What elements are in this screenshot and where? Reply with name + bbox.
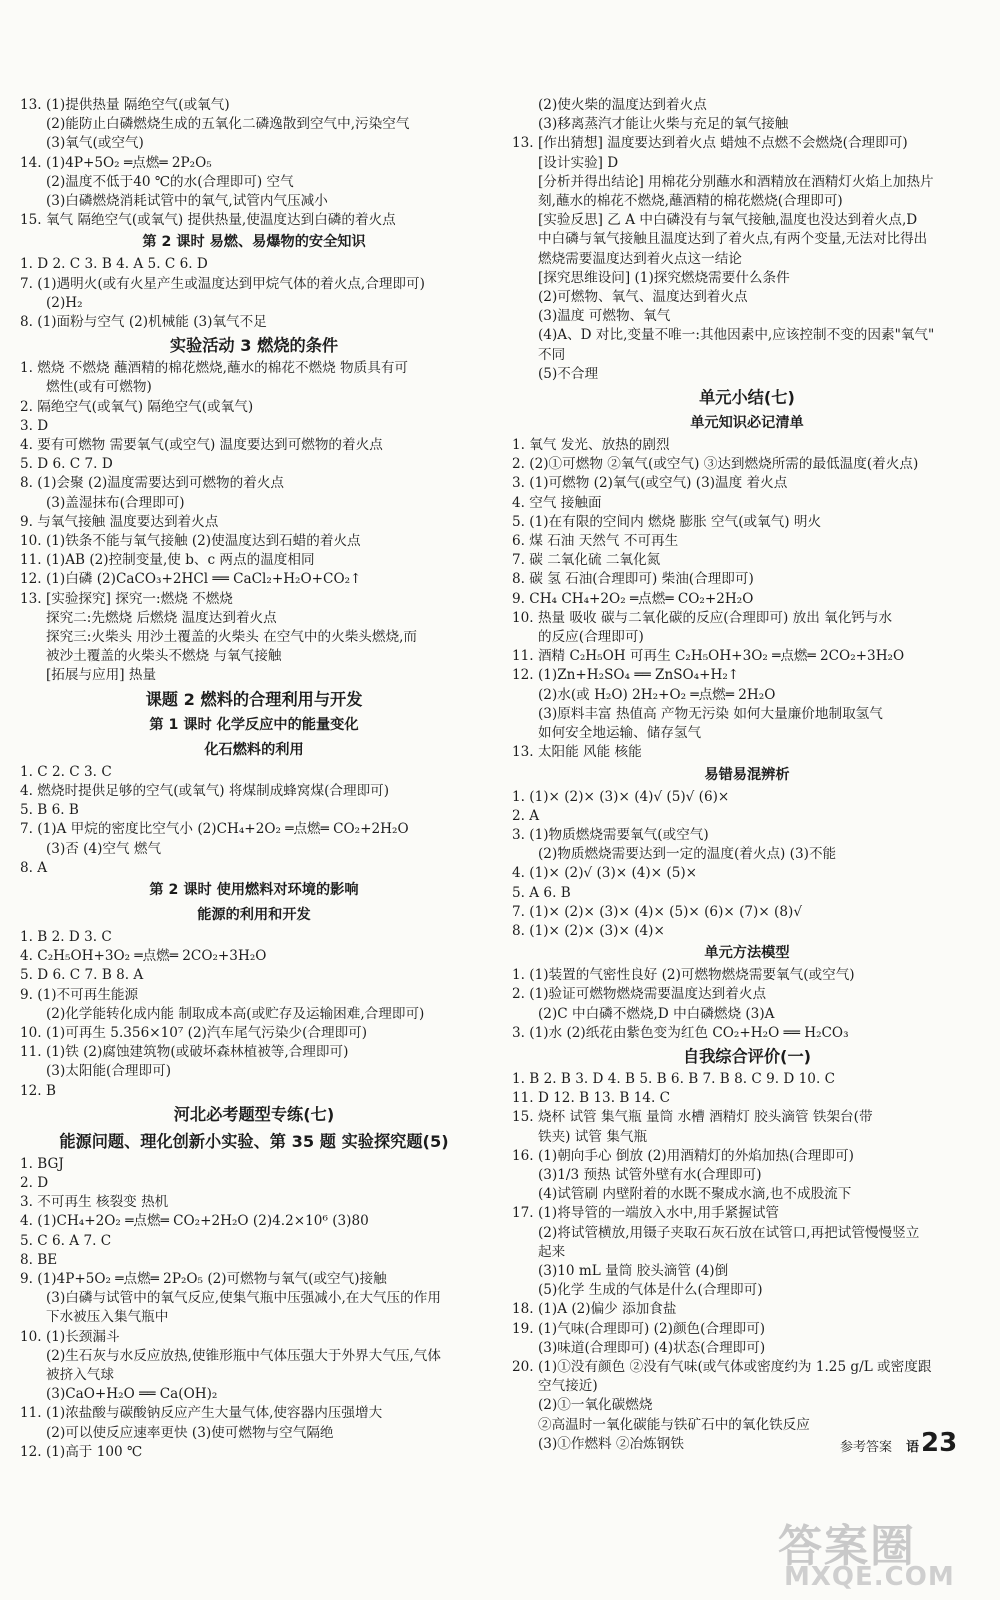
- answer-line: 17. (1)将导管的一端放入水中,用手紧握试管: [512, 1205, 780, 1222]
- answer-line: 8. (1)× (2)× (3)× (4)×: [512, 922, 665, 939]
- answer-line: 探究三:火柴头 用沙土覆盖的火柴头 在空气中的火柴头燃烧,而: [46, 629, 417, 646]
- answer-line: (3)1/3 预热 试管外壁有水(合理即可): [538, 1166, 762, 1183]
- answer-line: 1. (1)装置的气密性良好 (2)可燃物燃烧需要氧气(或空气): [512, 967, 855, 984]
- answer-line: 铁夹) 试管 集气瓶: [538, 1128, 648, 1145]
- answer-line: 1. BGJ: [20, 1155, 64, 1172]
- answer-line: 10. (1)可再生 5.356×10⁷ (2)汽车尾气污染少(合理即可): [20, 1024, 368, 1041]
- answer-line: ②高温时一氧化碳能与铁矿石中的氧化铁反应: [538, 1416, 810, 1433]
- answer-line: 4. 燃烧时提供足够的空气(或氧气) 将煤制成蜂窝煤(合理即可): [20, 782, 390, 799]
- answer-line: (4)A、D 对比,变量不唯一:其他因素中,应该控制不变的因素"氧气": [538, 327, 935, 344]
- answer-line: (3)温度 可燃物、氧气: [538, 308, 671, 325]
- answer-line: 5. D 6. C 7. D: [20, 456, 113, 473]
- section-heading: 实验活动 3 燃烧的条件: [169, 336, 339, 356]
- answer-line: [实验反思] 乙 A 中白磷没有与氧气接触,温度也没达到着火点,D: [538, 212, 918, 229]
- answer-line: 8. (1)会聚 (2)温度需要达到可燃物的着火点: [20, 475, 285, 492]
- answer-line: 12. (1)高于 100 ℃: [20, 1443, 143, 1460]
- answer-line: (2)生石灰与水反应放热,使锥形瓶中气体压强大于外界大气压,气体: [46, 1347, 441, 1364]
- answer-line: 起来: [538, 1243, 566, 1260]
- answer-line: 9. 与氧气接触 温度要达到着火点: [20, 513, 219, 530]
- answer-line: 13. 太阳能 风能 核能: [512, 744, 642, 761]
- answer-line: 1. (1)× (2)× (3)× (4)√ (5)√ (6)×: [512, 788, 730, 805]
- answer-line: (2)化学能转化成内能 制取成本高(或贮存及运输困难,合理即可): [46, 1005, 425, 1022]
- answer-line: (3)味道(合理即可) (4)状态(合理即可): [538, 1339, 766, 1356]
- section-heading: 易错易混辨析: [704, 766, 790, 783]
- answer-line: 7. 碳 二氧化硫 二氧化氮: [512, 552, 661, 569]
- answer-line: 1. 氧气 发光、放热的剧烈: [512, 437, 670, 454]
- answer-line: 9. (1)不可再生能源: [20, 986, 139, 1003]
- answer-line: (3)氧气(或空气): [46, 135, 144, 152]
- answer-line: 下水被压入集气瓶中: [46, 1309, 169, 1326]
- answer-line: (5)不合理: [538, 365, 599, 382]
- answer-line: 13. [作出猜想] 温度要达到着火点 蜡烛不点燃不会燃烧(合理即可): [512, 135, 908, 152]
- section-heading: 化石燃料的利用: [204, 741, 304, 758]
- answer-line: 2. 隔绝空气(或氧气) 隔绝空气(或氧气): [20, 398, 254, 415]
- answer-line: (2)①一氧化碳燃烧: [538, 1397, 653, 1414]
- answer-line: 8. A: [20, 859, 48, 876]
- answer-line: (3)CaO+H₂O ══ Ca(OH)₂: [46, 1386, 218, 1403]
- answer-line: 11. (1)AB (2)控制变量,使 b、c 两点的温度相同: [20, 552, 315, 569]
- answer-line: 10. (1)长颈漏斗: [20, 1328, 120, 1345]
- answer-line: 不同: [538, 346, 566, 363]
- section-heading: 第 1 课时 化学反应中的能量变化: [149, 716, 359, 733]
- answer-line: 1. B 2. B 3. D 4. B 5. B 6. B 7. B 8. C 9. D 10. C: [512, 1070, 835, 1087]
- right-answer-column: [512, 96, 982, 1454]
- answer-line: 11. (1)铁 (2)腐蚀建筑物(或破坏森林植被等,合理即可): [20, 1044, 349, 1061]
- answer-line: (3)盖湿抹布(合理即可): [46, 494, 185, 511]
- answer-line: 燃烧需要温度达到着火点这一结论: [538, 250, 742, 267]
- answer-line: 4. 空气 接触面: [512, 494, 602, 511]
- answer-line: 5. C 6. A 7. C: [20, 1232, 112, 1249]
- footer-label: 参考答案: [840, 1440, 893, 1455]
- answer-line: 13. [实验探究] 探究一:燃烧 不燃烧: [20, 590, 233, 607]
- answer-line: 9. CH₄ CH₄+2O₂ ═点燃═ CO₂+2H₂O: [512, 590, 754, 607]
- answer-line: (2)物质燃烧需要达到一定的温度(着火点) (3)不能: [538, 846, 837, 863]
- answer-line: (3)移离蒸汽才能让火柴与充足的氧气接触: [538, 116, 789, 133]
- answer-line: (4)试管刷 内壁附着的水既不聚成水滴,也不成股流下: [538, 1186, 852, 1203]
- answer-line: 10. (1)铁条不能与氧气接触 (2)使温度达到石蜡的着火点: [20, 533, 361, 550]
- answer-line: 18. (1)A (2)偏少 添加食盐: [512, 1301, 677, 1318]
- answer-line: 3. (1)水 (2)纸花由紫色变为红色 CO₂+H₂O ══ H₂CO₃: [512, 1024, 849, 1041]
- answer-line: 被沙土覆盖的火柴头不燃烧 与氧气接触: [46, 648, 282, 665]
- answer-line: 11. (1)浓盐酸与碳酸钠反应产生大量气体,使容器内压强增大: [20, 1405, 383, 1422]
- answer-line: 1. C 2. C 3. C: [20, 763, 112, 780]
- section-heading: 能源的利用和开发: [197, 906, 311, 923]
- section-heading: 单元知识必记清单: [690, 415, 804, 432]
- answer-line: (2)可燃物、氧气、温度达到着火点: [538, 289, 748, 306]
- answer-line: 19. (1)气味(合理即可) (2)颜色(合理即可): [512, 1320, 766, 1337]
- answer-line: 被挤入气球: [46, 1366, 114, 1383]
- answer-line: 3. (1)物质燃烧需要氧气(或空气): [512, 826, 709, 843]
- answer-line: 如何安全地运输、储存氢气: [538, 725, 702, 742]
- answer-line: (2)H₂: [46, 294, 83, 311]
- answer-line: 3. D: [20, 417, 49, 434]
- section-heading: 河北必考题型专练(七): [173, 1104, 335, 1124]
- answer-line: 中白磷与氧气接触且温度达到了着火点,有两个变量,无法对比得出: [538, 231, 928, 248]
- answer-line: 2. D: [20, 1174, 49, 1191]
- section-heading: 第 2 课时 易燃、易爆物的安全知识: [142, 234, 366, 251]
- answer-line: 7. (1)× (2)× (3)× (4)× (5)× (6)× (7)× (8)√: [512, 903, 802, 920]
- answer-line: (2)使火柴的温度达到着火点: [538, 97, 707, 113]
- answer-line: 7. (1)A 甲烷的密度比空气小 (2)CH₄+2O₂ ═点燃═ CO₂+2H₂O: [20, 821, 409, 838]
- answer-line: 4. (1)CH₄+2O₂ ═点燃═ CO₂+2H₂O (2)4.2×10⁶ (3)80: [20, 1213, 369, 1230]
- answer-line: 8. BE: [20, 1251, 58, 1268]
- answer-line: 12. (1)白磷 (2)CaCO₃+2HCl ══ CaCl₂+H₂O+CO₂↑: [20, 571, 362, 588]
- answer-line: 10. 热量 吸收 碳与二氧化碳的反应(合理即可) 放出 氧化钙与水: [512, 609, 893, 626]
- answer-line: 5. D 6. C 7. B 8. A: [20, 967, 144, 984]
- answer-line: (2)将试管横放,用镊子夹取石灰石放在试管口,再把试管慢慢竖立: [538, 1224, 920, 1241]
- section-heading: 单元方法模型: [704, 945, 790, 962]
- answer-line: 12. (1)Zn+H₂SO₄ ══ ZnSO₄+H₂↑: [512, 667, 740, 684]
- answer-line: 1. D 2. C 3. B 4. A 5. C 6. D: [20, 256, 208, 273]
- answer-line: (3)10 mL 量筒 胶头滴管 (4)倒: [538, 1262, 729, 1279]
- answer-line: 4. (1)× (2)√ (3)× (4)× (5)×: [512, 865, 698, 882]
- answer-line: 1. B 2. D 3. C: [20, 928, 112, 945]
- page-number: [906, 1428, 957, 1458]
- answer-line: (2)C 中白磷不燃烧,D 中白磷燃烧 (3)A: [538, 1005, 775, 1022]
- answer-line: 15. 氧气 隔绝空气(或氧气) 提供热量,使温度达到白磷的着火点: [20, 212, 396, 229]
- watermark: [778, 1510, 978, 1596]
- answer-line: 15. 烧杯 试管 集气瓶 量筒 水槽 酒精灯 胶头滴管 铁架台(带: [512, 1109, 873, 1126]
- answer-line: (3)太阳能(合理即可): [46, 1063, 172, 1080]
- answer-line: (3)原料丰富 热值高 产物无污染 如何大量廉价地制取氢气: [538, 705, 883, 722]
- answer-line: 2. (1)验证可燃物燃烧需要温度达到着火点: [512, 986, 767, 1003]
- answer-line: 11. 酒精 C₂H₅OH 可再生 C₂H₅OH+3O₂ ═点燃═ 2CO₂+3H₂O: [512, 648, 905, 665]
- answer-line: 16. (1)朝向手心 倒放 (2)用酒精灯的外焰加热(合理即可): [512, 1147, 854, 1164]
- answer-line: 的反应(合理即可): [538, 629, 644, 646]
- answer-line: (2)温度不低于40 ℃的水(合理即可) 空气: [46, 173, 294, 190]
- answer-line: 8. (1)面粉与空气 (2)机械能 (3)氧气不足: [20, 314, 267, 331]
- answer-line: 4. 要有可燃物 需要氧气(或空气) 温度要达到可燃物的着火点: [20, 437, 383, 454]
- answer-line: 1. 燃烧 不燃烧 蘸酒精的棉花燃烧,蘸水的棉花不燃烧 物质具有可: [20, 360, 409, 377]
- answer-line: (3)①作燃料 ②冶炼钢铁: [538, 1435, 684, 1452]
- answer-line: (2)可以使反应速率更快 (3)使可燃物与空气隔绝: [46, 1424, 334, 1441]
- section-heading: 第 2 课时 使用燃料对环境的影响: [149, 881, 359, 898]
- answer-line: (3)白磷燃烧消耗试管中的氧气,试管内气压减小: [46, 193, 328, 210]
- section-heading: 课题 2 燃料的合理利用与开发: [145, 689, 363, 709]
- answer-line: 探究二:先燃烧 后燃烧 温度达到着火点: [46, 609, 277, 626]
- answer-line: 燃性(或有可燃物): [46, 379, 152, 396]
- watermark-text: 答案圈: [778, 1521, 916, 1572]
- answer-line: [设计实验] D: [538, 154, 619, 171]
- answer-line: 刻,蘸水的棉花不燃烧,蘸酒精的棉花燃烧(合理即可): [538, 193, 843, 210]
- watermark-url: MXQE.COM: [784, 1562, 955, 1592]
- answer-line: 8. 碳 氢 石油(合理即可) 柴油(合理即可): [512, 571, 754, 588]
- answer-line: 11. D 12. B 13. B 14. C: [512, 1090, 671, 1107]
- page-prefix: 语: [906, 1440, 920, 1455]
- section-heading: 自我综合评价(一): [682, 1046, 812, 1066]
- answer-line: 20. (1)①没有颜色 ②没有气味(或气体或密度约为 1.25 g/L 或密度跟: [512, 1358, 932, 1375]
- answer-line: 7. (1)遇明火(或有火星产生或温度达到甲烷气体的着火点,合理即可): [20, 275, 425, 292]
- answer-line: [拓展与应用] 热量: [46, 667, 157, 684]
- answer-line: 13. (1)提供热量 隔绝空气(或氧气): [20, 97, 230, 113]
- answer-line: 12. B: [20, 1082, 56, 1099]
- answer-line: 空气接近): [538, 1378, 598, 1395]
- answer-line: (3)否 (4)空气 燃气: [46, 840, 162, 857]
- answer-line: 3. (1)可燃物 (2)氧气(或空气) (3)温度 着火点: [512, 475, 788, 492]
- answer-line: (2)水(或 H₂O) 2H₂+O₂ ═点燃═ 2H₂O: [538, 686, 776, 703]
- answer-line: (2)能防止白磷燃烧生成的五氧化二磷逸散到空气中,污染空气: [46, 116, 410, 133]
- answer-line: 14. (1)4P+5O₂ ═点燃═ 2P₂O₅: [20, 154, 212, 171]
- section-heading: 单元小结(七): [699, 388, 795, 408]
- answer-line: 5. (1)在有限的空间内 燃烧 膨胀 空气(或氧气) 明火: [512, 513, 822, 530]
- answer-line: (5)化学 生成的气体是什么(合理即可): [538, 1282, 763, 1299]
- answer-line: 2. A: [512, 807, 540, 824]
- answer-line: 2. (2)①可燃物 ②氧气(或空气) ③达到燃烧所需的最低温度(着火点): [512, 456, 919, 473]
- page-number-value: 23: [921, 1428, 958, 1458]
- answer-line: 9. (1)4P+5O₂ ═点燃═ 2P₂O₅ (2)可燃物与氧气(或空气)接触: [20, 1270, 387, 1287]
- answer-line: 6. 煤 石油 天然气 不可再生: [512, 533, 679, 550]
- answer-line: 3. 不可再生 核裂变 热机: [20, 1194, 169, 1211]
- section-heading: 能源问题、理化创新小实验、第 35 题 实验探究题(5): [59, 1131, 449, 1151]
- answer-line: 4. C₂H₅OH+3O₂ ═点燃═ 2CO₂+3H₂O: [20, 948, 267, 965]
- answer-line: (3)白磷与试管中的氧气反应,使集气瓶中压强减小,在大气压的作用: [46, 1290, 441, 1307]
- page-footer: [840, 1428, 957, 1458]
- answer-line: 5. B 6. B: [20, 802, 79, 819]
- answer-line: [探究思维设问] (1)探究燃烧需要什么条件: [538, 269, 790, 286]
- answer-line: 5. A 6. B: [512, 884, 571, 901]
- answer-line: [分析并得出结论] 用棉花分别蘸水和酒精放在酒精灯火焰上加热片: [538, 173, 934, 190]
- left-answer-column: [20, 96, 488, 1462]
